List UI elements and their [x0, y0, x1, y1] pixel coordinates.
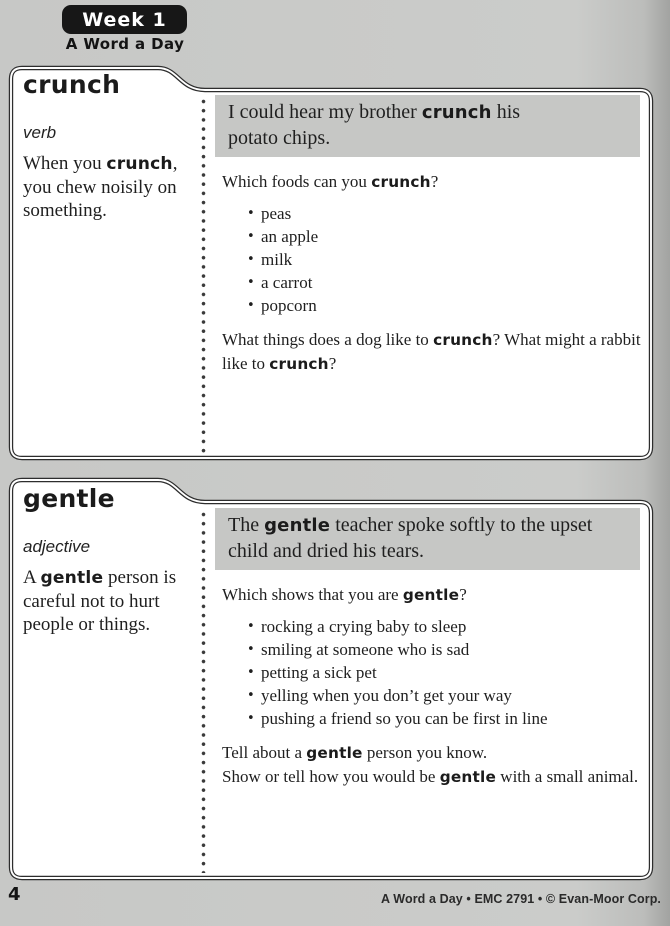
vocab-card-gentle-tab	[23, 486, 199, 636]
word-title: gentle	[23, 484, 115, 513]
list-item	[247, 661, 641, 684]
option-text: smiling at someone who is sad	[261, 640, 470, 659]
list-item	[247, 271, 641, 294]
bullet-icon: •	[247, 252, 255, 267]
vocab-card-crunch-tab	[23, 72, 199, 222]
prompt: Tell about a gentle person you know. Show or tell how you would be gentle with a small animal.	[222, 743, 639, 786]
week-banner: Week 1	[62, 5, 187, 34]
bullet-icon: •	[247, 298, 255, 313]
dotted-divider	[201, 510, 206, 873]
list-item	[247, 248, 641, 271]
brand-title: A Word a Day	[65, 35, 185, 53]
dotted-divider	[201, 97, 206, 455]
question: Which shows that you are gentle?	[222, 585, 467, 604]
list-item	[247, 684, 641, 707]
option-list	[247, 202, 641, 317]
prompt: What things does a dog like to crunch? What might a rabbit like to crunch?	[222, 330, 641, 373]
word-title: crunch	[23, 70, 121, 99]
list-item	[247, 294, 641, 317]
list-item	[247, 225, 641, 248]
list-item	[247, 202, 641, 225]
example-sentence: I could hear my brother crunch his potato chips.	[215, 95, 640, 157]
option-text: an apple	[261, 227, 319, 246]
option-text: a carrot	[261, 273, 313, 292]
option-text: yelling when you don’t get your way	[261, 686, 512, 705]
bullet-icon: •	[247, 619, 255, 634]
definition: When you crunch, you chew noisily on something.	[23, 153, 178, 221]
list-item	[247, 707, 641, 730]
bullet-icon: •	[247, 665, 255, 680]
option-text: petting a sick pet	[261, 663, 377, 682]
vocab-card-crunch-content	[215, 95, 641, 376]
option-text: popcorn	[261, 296, 317, 315]
part-of-speech: adjective	[23, 537, 91, 556]
list-item	[247, 615, 641, 638]
option-text: rocking a crying baby to sleep	[261, 617, 467, 636]
bullet-icon: •	[247, 275, 255, 290]
bullet-icon: •	[247, 688, 255, 703]
list-item	[247, 638, 641, 661]
bullet-icon: •	[247, 711, 255, 726]
option-text: milk	[261, 250, 293, 269]
definition: A gentle person is careful not to hurt people or things.	[23, 567, 177, 635]
option-text: peas	[261, 204, 292, 223]
bullet-icon: •	[247, 229, 255, 244]
vocab-card-gentle-content	[215, 508, 641, 789]
page-number: 4	[8, 884, 21, 905]
bullet-icon: •	[247, 206, 255, 221]
question: Which foods can you crunch?	[222, 172, 439, 191]
option-text: pushing a friend so you can be first in line	[261, 709, 548, 728]
footer-credit: A Word a Day • EMC 2791 • © Evan-Moor Corp.	[381, 892, 661, 906]
option-list	[247, 615, 641, 730]
bullet-icon: •	[247, 642, 255, 657]
part-of-speech: verb	[23, 123, 57, 142]
example-sentence: The gentle teacher spoke softly to the upset child and dried his tears.	[215, 508, 640, 570]
